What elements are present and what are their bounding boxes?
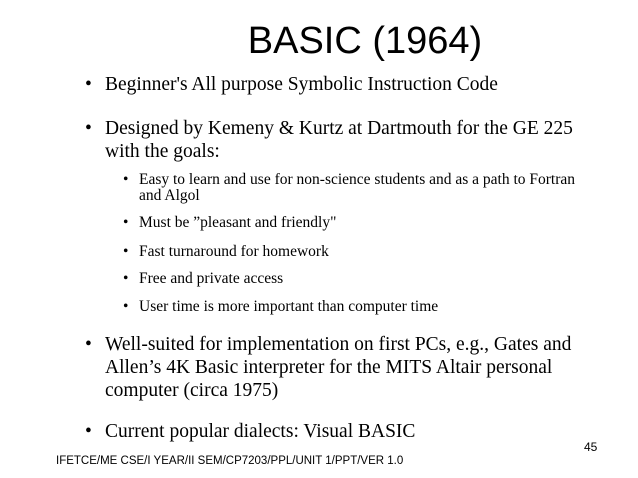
footer-text: IFETCE/ME CSE/I YEAR/II SEM/CP7203/PPL/UNIT 1/PPT/VER 1.0 [56,455,404,467]
bullet-text: Current popular dialects: Visual BASIC [105,421,416,442]
bullet-dot: • [85,421,92,442]
bullet-text: Designed by Kemeny & Kurtz at Dartmouth for the GE 225 with the goals: [105,118,573,162]
bullet-item [85,420,565,443]
bullet-text: Fast turnaround for homework [139,243,329,260]
bullet-text: Easy to learn and use for non-science students and as a path to Fortran and Algol [139,171,576,204]
bullet-item [85,73,605,96]
bullet-dot: • [123,298,129,315]
page-number: 45 [584,440,598,454]
bullet-dot: • [123,171,129,188]
bullet-dot: • [85,334,92,355]
bullet-text: Must be ”pleasant and friendly" [139,214,337,231]
sub-bullet-item [123,243,599,260]
bullet-text: User time is more important than computer time [139,298,439,315]
sub-bullet-item [123,298,599,315]
sub-bullet-item [123,214,599,231]
sub-bullet-item [123,171,599,204]
bullet-dot: • [123,243,129,260]
bullet-item [85,333,597,402]
bullet-dot: • [85,74,92,95]
bullet-dot: • [85,118,92,139]
bullet-dot: • [123,214,129,231]
sub-bullet-item [123,270,599,287]
bullet-text: Free and private access [139,270,284,287]
bullet-text: Beginner's All purpose Symbolic Instruction Code [105,74,498,95]
bullet-text: Well-suited for implementation on first PCs, e.g., Gates and Allen’s 4K Basic interpreter for the MITS Altair personal computer (circa 1975) [105,334,572,401]
bullet-dot: • [123,270,129,287]
bullet-item [85,117,600,163]
slide-title: BASIC (1964) [247,20,483,62]
